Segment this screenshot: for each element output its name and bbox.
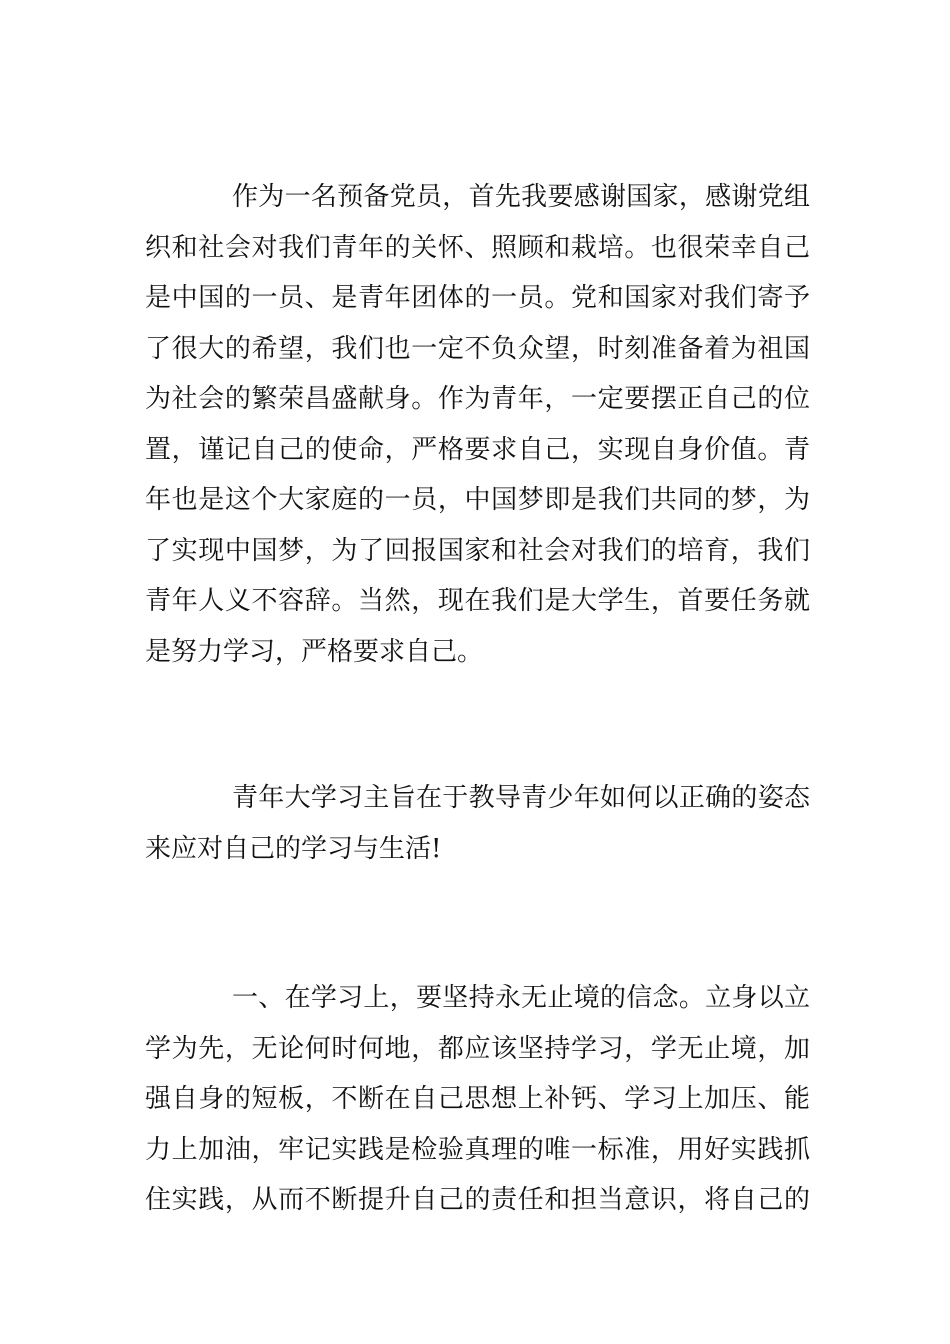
paragraph-line: 青年人义不容辞。当然，现在我们是大学生，首要任务就 <box>145 586 810 616</box>
paragraph-line: 作为一名预备党员，首先我要感谢国家，感谢党组 <box>232 182 810 212</box>
paragraph-1 <box>145 172 810 677</box>
paragraph-line: 是努力学习，严格要求自己。 <box>145 636 484 667</box>
paragraph-line: 力上加油，牢记实践是检验真理的唯一标准，用好实践抓 <box>145 1134 810 1165</box>
paragraph-line: 强自身的短板，不断在自己思想上补钙、学习上加压、能 <box>145 1084 810 1114</box>
paragraph-line: 青年大学习主旨在于教导青少年如何以正确的姿态 <box>232 783 810 813</box>
paragraph-2 <box>145 773 810 874</box>
paragraph-line: 学为先，无论何时何地，都应该坚持学习，学无止境，加 <box>145 1033 810 1064</box>
paragraph-3 <box>145 973 810 1226</box>
paragraph-line: 置，谨记自己的使命，严格要求自己，实现自身价值。青 <box>145 434 810 465</box>
paragraph-line: 了很大的希望，我们也一定不负众望，时刻准备着为祖国 <box>145 333 810 364</box>
paragraph-line: 了实现中国梦，为了回报国家和社会对我们的培育，我们 <box>145 535 810 566</box>
paragraph-line: 住实践，从而不断提升自己的责任和担当意识，将自己的 <box>145 1185 810 1215</box>
paragraph-line: 一、在学习上，要坚持永无止境的信念。立身以立 <box>232 983 810 1013</box>
paragraph-line: 为社会的繁荣昌盛献身。作为青年，一定要摆正自己的位 <box>145 384 810 414</box>
paragraph-line: 是中国的一员、是青年团体的一员。党和国家对我们寄予 <box>145 283 810 313</box>
paragraph-line: 年也是这个大家庭的一员，中国梦即是我们共同的梦，为 <box>145 485 810 515</box>
paragraph-line: 织和社会对我们青年的关怀、照顾和栽培。也很荣幸自己 <box>145 232 810 263</box>
paragraph-line: 来应对自己的学习与生活! <box>145 833 442 864</box>
